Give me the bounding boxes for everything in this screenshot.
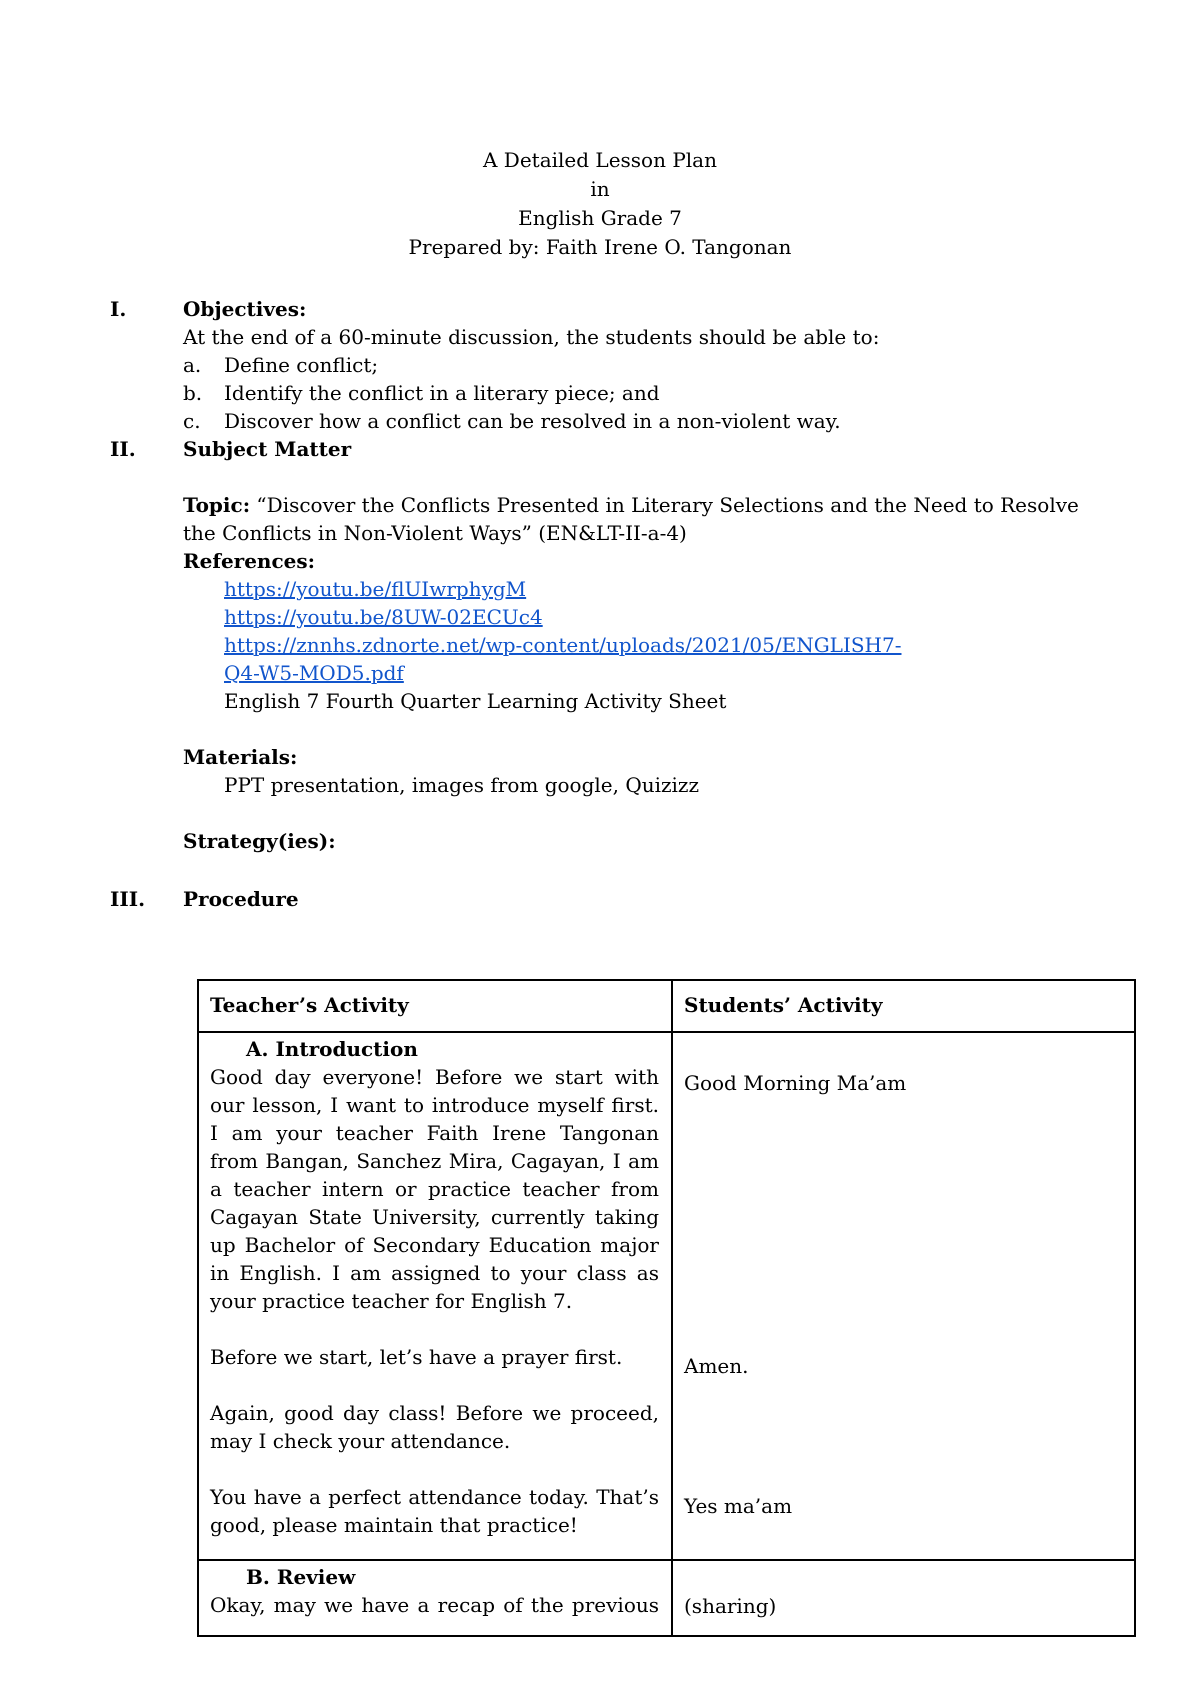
doc-title: A Detailed Lesson Plan	[482, 148, 717, 172]
objective-item: Define conflict;	[224, 353, 379, 377]
table-row	[198, 1032, 1135, 1560]
intro-paragraph-4: You have a perfect attendance today. That’s good, please maintain that practice!	[210, 1485, 659, 1537]
doc-prepared-by: Prepared by: Faith Irene O. Tangonan	[408, 235, 792, 259]
objective-letter: b.	[183, 381, 203, 405]
objectives-intro: At the end of a 60-minute discussion, the students should be able to:	[183, 325, 880, 349]
intro-paragraph-2: Before we start, let’s have a prayer first.	[210, 1345, 623, 1369]
doc-subject: English Grade 7	[518, 206, 682, 230]
reference-link[interactable]	[224, 603, 543, 631]
topic-line-1	[183, 491, 1079, 519]
subject-matter-heading: Subject Matter	[183, 437, 352, 461]
teacher-review-cell	[198, 1560, 672, 1636]
student-response: Amen.	[684, 1354, 749, 1378]
doc-title-in: in	[590, 177, 610, 201]
objective-letter: a.	[183, 353, 202, 377]
objective-item: Discover how a conflict can be resolved in a non-violent way.	[224, 409, 841, 433]
table-header-row	[198, 980, 1135, 1032]
topic-line-2: the Conflicts in Non-Violent Ways” (EN&LT-II-a-4)	[183, 521, 687, 545]
section-number-2: II.	[110, 437, 136, 461]
procedure-heading: Procedure	[183, 887, 299, 911]
intro-paragraph-1: Good day everyone! Before we start with our lesson, I want to introduce myself first. I am your teacher Faith Irene Tangonan from Bangan, Sanchez Mira, Cagayan, I am a teacher intern or practice teacher from Cagayan State University, currently taking up Bachelor of Secondary Education major in English. I am assigned to your class as your practice teacher for English 7.	[210, 1065, 659, 1313]
objective-item: Identify the conflict in a literary piece; and	[224, 381, 660, 405]
section-number-1: I.	[110, 297, 127, 321]
review-heading: B. Review	[246, 1565, 356, 1589]
materials-label: Materials:	[183, 745, 298, 769]
objective-letter: c.	[183, 409, 201, 433]
topic-label: Topic:	[183, 493, 251, 517]
students-intro-cell	[672, 1032, 1135, 1560]
title-block	[0, 146, 1200, 262]
references-label: References:	[183, 549, 316, 573]
reference-link-text[interactable]: Q4-W5-MOD5.pdf	[224, 661, 404, 685]
intro-heading: A. Introduction	[246, 1037, 418, 1061]
materials-text: PPT presentation, images from google, Quizizz	[224, 773, 700, 797]
teacher-intro-cell	[198, 1032, 672, 1560]
strategy-label: Strategy(ies):	[183, 829, 336, 853]
student-response: Yes ma’am	[684, 1494, 793, 1518]
topic-text-1: “Discover the Conflicts Presented in Literary Selections and the Need to Resolve	[250, 493, 1079, 517]
reference-link-text[interactable]: https://youtu.be/8UW-02ECUc4	[224, 605, 543, 629]
reference-link[interactable]	[224, 575, 526, 603]
reference-link-text[interactable]: https://znnhs.zdnorte.net/wp-content/uploads/2021/05/ENGLISH7-	[224, 633, 902, 657]
intro-paragraph-3: Again, good day class! Before we proceed, may I check your attendance.	[210, 1401, 659, 1453]
reference-link-text[interactable]: https://youtu.be/flUIwrphygM	[224, 577, 527, 601]
procedure-table	[197, 979, 1136, 1637]
reference-link[interactable]	[224, 659, 404, 687]
reference-link[interactable]	[224, 631, 901, 659]
col-students-header: Students’ Activity	[672, 980, 1135, 1032]
students-review-cell	[672, 1560, 1135, 1636]
table-row	[198, 1560, 1135, 1636]
objectives-heading: Objectives:	[183, 297, 307, 321]
review-paragraph-1: Okay, may we have a recap of the previous	[210, 1593, 659, 1617]
student-response: (sharing)	[684, 1594, 777, 1618]
reference-text: English 7 Fourth Quarter Learning Activity Sheet	[224, 689, 727, 713]
section-number-3: III.	[110, 887, 146, 911]
col-teacher-header: Teacher’s Activity	[198, 980, 672, 1032]
student-response: Good Morning Ma’am	[684, 1071, 907, 1095]
